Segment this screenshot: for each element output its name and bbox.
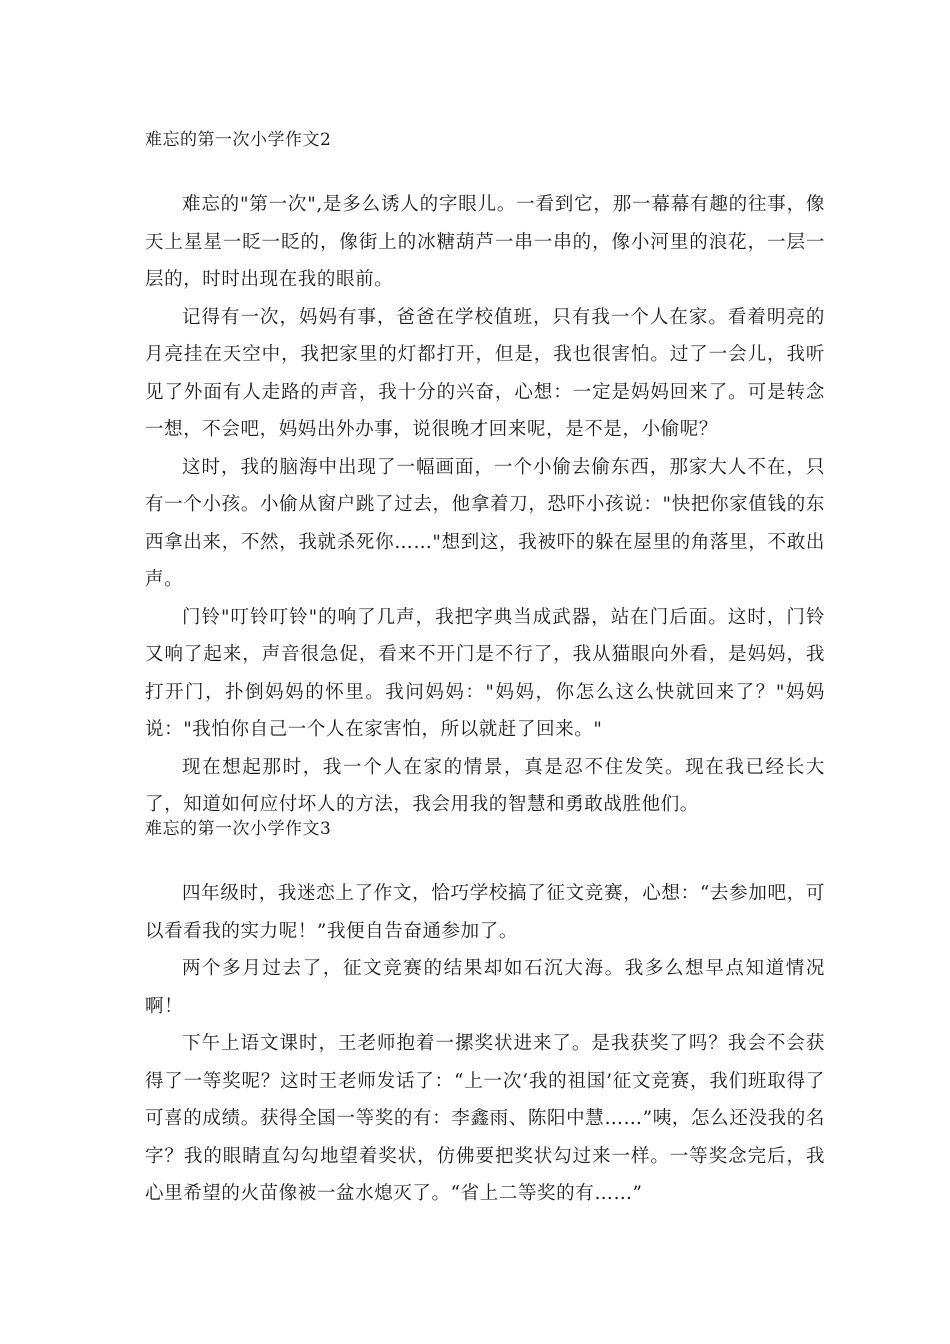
paragraph: 两个多月过去了，征文竞赛的结果却如石沉大海。我多么想早点知道情况啊！ [145,958,825,1017]
essay-body [145,875,825,1213]
paragraph: 门铃"叮铃叮铃"的响了几声，我把字典当成武器，站在门后面。这时，门铃又响了起来，声音很急促，看来不开门是不行了，我从猫眼向外看，是妈妈，我打开门，扑倒妈妈的怀里。我问妈妈："妈妈，你怎么这么快就回来了？"妈妈说："我怕你自己一个人在家害怕，所以就赶了回来。" [145,606,825,740]
paragraph: 这时，我的脑海中出现了一幅画面，一个小偷去偷东西，那家大人不在，只有一个小孩。小偷从窗户跳了过去，他拿着刀，恐吓小孩说："快把你家值钱的东西拿出来，不然，我就杀死你……"想到这，我被吓的躲在屋里的角落里，不敢出声。 [145,456,825,590]
essay-body [145,186,825,824]
essay-title: 难忘的第一次小学作文3 [145,819,332,839]
paragraph: 记得有一次，妈妈有事，爸爸在学校值班，只有我一个人在家。看着明亮的月亮挂在天空中，我把家里的灯都打开，但是，我也很害怕。过了一会儿，我听见了外面有人走路的声音，我十分的兴奋，心想：一定是妈妈回来了。可是转念一想，不会吧，妈妈出外办事，说很晚才回来呢，是不是，小偷呢？ [145,306,825,440]
paragraph: 下午上语文课时，王老师抱着一摞奖状进来了。是我获奖了吗？我会不会获得了一等奖呢？这时王老师发话了：“上一次‘我的祖国’征文竞赛，我们班取得了可喜的成绩。获得全国一等奖的有：李鑫雨、陈阳中慧……”咦，怎么还没我的名字？我的眼睛直勾勾地望着奖状，仿佛要把奖状勾过来一样。一等奖念完后，我心里希望的火苗像被一盆水熄灭了。“省上二等奖的有……” [145,1033,825,1204]
paragraph: 难忘的"第一次",是多么诱人的字眼儿。一看到它，那一幕幕有趣的往事，像天上星星一眨一眨的，像街上的冰糖葫芦一串一串的，像小河里的浪花，一层一层的，时时出现在我的眼前。 [145,194,825,290]
paragraph: 四年级时，我迷恋上了作文，恰巧学校搞了征文竞赛，心想：“去参加吧，可以看看我的实力呢！”我便自告奋通参加了。 [145,883,825,942]
paragraph: 现在想起那时，我一个人在家的情景，真是忍不住发笑。现在我已经长大了，知道如何应付坏人的方法，我会用我的智慧和勇敢战胜他们。 [145,756,825,815]
essay-title: 难忘的第一次小学作文2 [145,130,332,150]
